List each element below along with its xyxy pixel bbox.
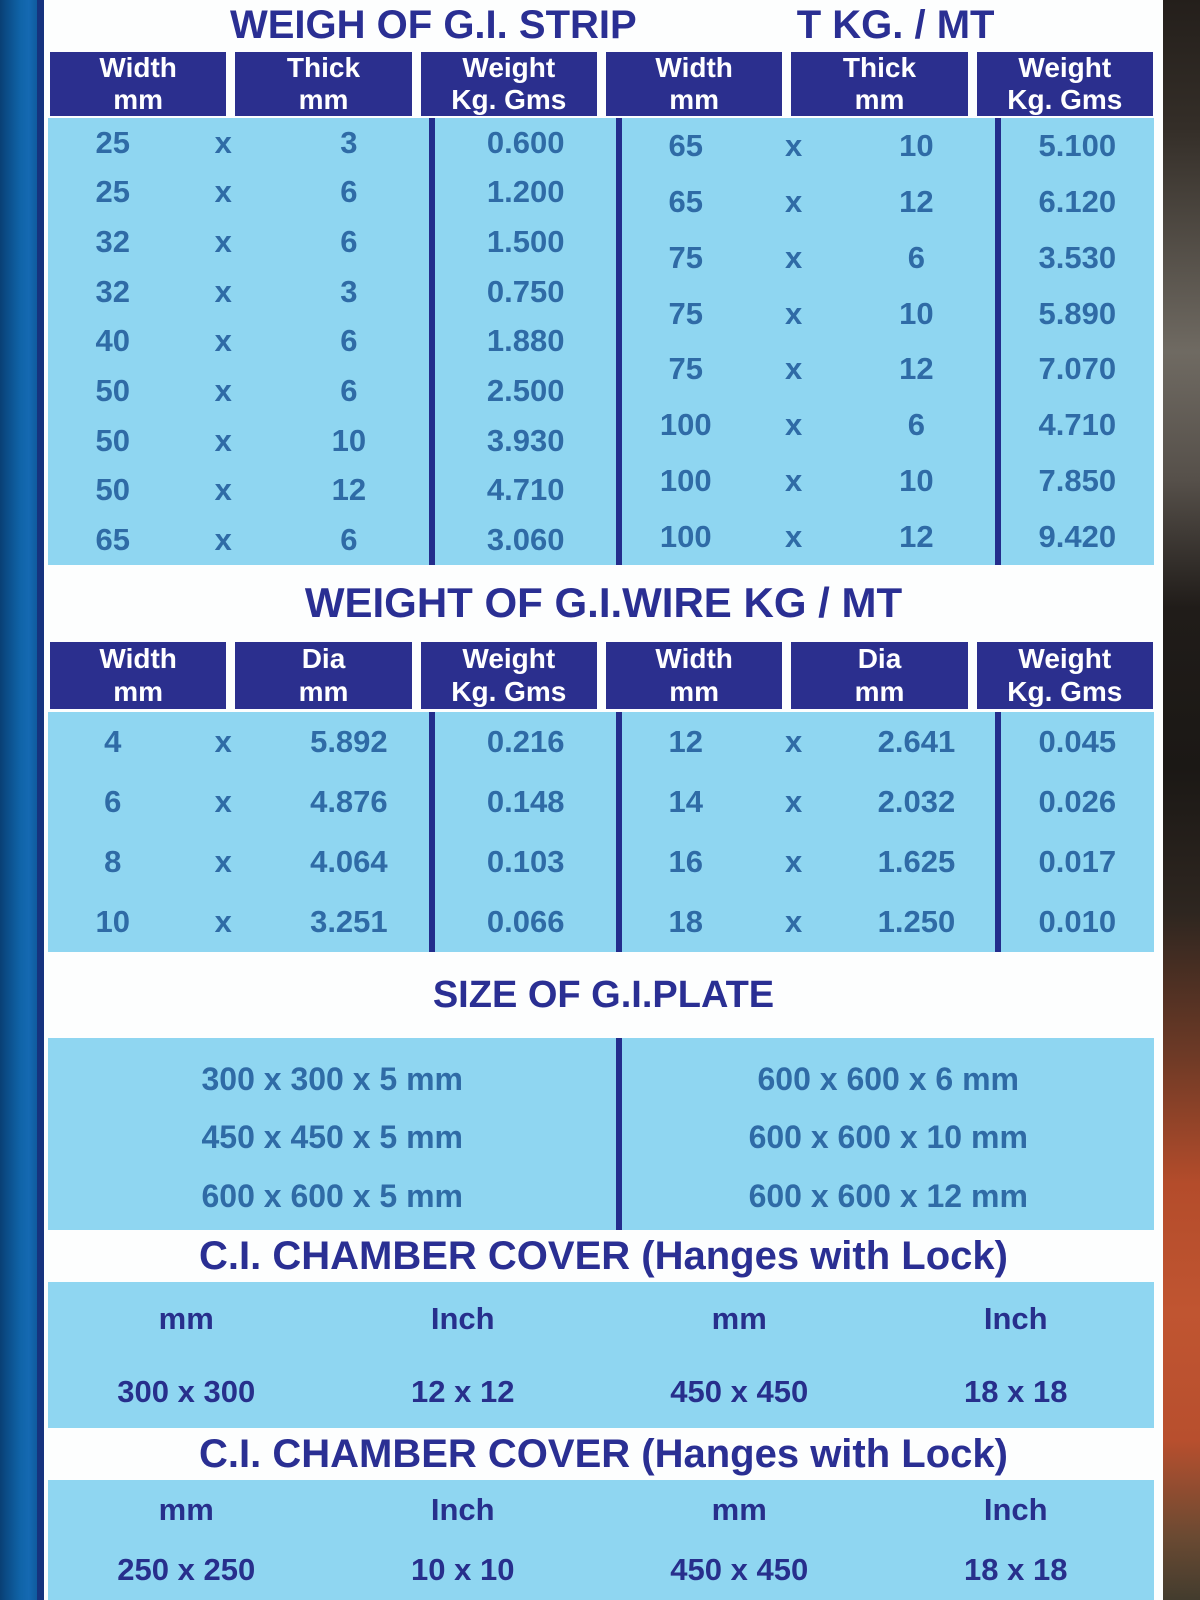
thick-value: 6	[340, 373, 358, 409]
weight-value: 0.045	[1038, 724, 1117, 759]
width-value: 32	[95, 224, 130, 260]
x-separator: x	[214, 472, 232, 508]
wire-header-weight-2: Weight Kg. Gms	[977, 642, 1153, 709]
strip-header-width-1: Width mm	[50, 52, 226, 116]
x-separator: x	[214, 273, 232, 309]
wire-header-width-2: Width mm	[606, 642, 782, 709]
x-separator: x	[214, 174, 232, 210]
dia-value: 1.250	[877, 904, 956, 939]
cover-size-mm: 300 x 300	[117, 1373, 256, 1409]
strip-header-weight-1: Weight Kg. Gms	[421, 52, 597, 116]
weight-value: 2.500	[486, 373, 565, 409]
width-value: 50	[95, 373, 130, 409]
cover2-title-band	[44, 1428, 1163, 1480]
thick-value: 12	[899, 351, 934, 387]
x-separator: x	[214, 373, 232, 409]
plate-section-title: SIZE OF G.I.PLATE	[432, 974, 775, 1016]
strip-row	[622, 453, 994, 509]
thick-value: 10	[899, 127, 934, 163]
wire-left-dims	[48, 712, 429, 952]
width-value: 75	[668, 351, 703, 387]
wire-title-band	[44, 565, 1163, 640]
strip-left-dims	[48, 118, 429, 565]
thick-value: 12	[899, 519, 934, 555]
width-value: 8	[104, 844, 122, 879]
strip-row	[48, 515, 429, 565]
x-separator: x	[784, 295, 803, 331]
x-separator: x	[214, 784, 232, 819]
dia-value: 4.876	[310, 784, 388, 819]
cover-header-mm: mm	[158, 1300, 214, 1336]
cover-header-inch: Inch	[430, 1300, 495, 1336]
cover-size-inch: 12 x 12	[411, 1373, 515, 1409]
wire-header-dia-2: Dia mm	[791, 642, 967, 709]
x-separator: x	[784, 183, 803, 219]
strip-right-weight-column	[995, 118, 1154, 565]
thick-value: 6	[340, 522, 358, 558]
width-value: 25	[95, 124, 130, 160]
cover-size-mm: 450 x 450	[670, 1373, 809, 1409]
weight-value: 1.200	[486, 174, 565, 210]
strip-row	[622, 342, 994, 398]
weight-value: 0.148	[486, 784, 565, 819]
weight-value: 1.500	[486, 224, 565, 260]
strip-row	[622, 230, 994, 286]
plate-left-column	[48, 1038, 616, 1230]
plate-data-area	[44, 1038, 1163, 1230]
cover1-title: C.I. CHAMBER COVER (Hanges with Lock)	[199, 1234, 1008, 1278]
strip-row	[48, 317, 429, 367]
x-separator: x	[784, 844, 803, 879]
strip-header-width-2: Width mm	[606, 52, 782, 116]
dia-value: 1.625	[877, 844, 956, 879]
weight-value: 9.420	[1038, 519, 1117, 555]
x-separator: x	[214, 124, 232, 160]
strip-table-title: WEIGH OF G.I. STRIP	[230, 3, 637, 47]
thick-value: 6	[340, 174, 358, 210]
cover-header-mm: mm	[711, 1300, 767, 1336]
dia-value: 5.892	[310, 724, 388, 759]
cover-size-mm: 450 x 450	[670, 1552, 809, 1587]
plate-size-item: 300 x 300 x 5 mm	[201, 1060, 463, 1097]
weight-value: 7.850	[1038, 463, 1117, 499]
x-separator: x	[214, 844, 232, 879]
cover-size-inch: 18 x 18	[964, 1552, 1068, 1587]
width-value: 25	[95, 174, 130, 210]
strip-header-thick-1: Thick mm	[235, 52, 411, 116]
thick-value: 6	[907, 239, 926, 275]
background-photo-strip	[1163, 0, 1200, 1600]
width-value: 40	[95, 323, 130, 359]
x-separator: x	[214, 422, 232, 458]
width-value: 4	[104, 724, 122, 759]
weight-value: 0.066	[486, 904, 565, 939]
strip-row	[48, 416, 429, 466]
strip-row	[48, 118, 429, 168]
thick-value: 10	[331, 422, 367, 458]
width-value: 14	[668, 784, 703, 819]
cover-size-inch: 18 x 18	[964, 1373, 1068, 1409]
plate-size-item: 600 x 600 x 6 mm	[757, 1060, 1019, 1097]
wire-left-half	[48, 712, 616, 952]
weight-value: 5.890	[1038, 295, 1117, 331]
plate-title-band	[44, 952, 1163, 1038]
thick-value: 6	[907, 407, 926, 443]
width-value: 50	[95, 472, 130, 508]
strip-right-half	[616, 118, 1154, 565]
weight-value: 0.600	[486, 124, 565, 160]
cover-header-mm: mm	[158, 1492, 214, 1527]
weight-value: 1.880	[486, 323, 565, 359]
x-separator: x	[214, 224, 232, 260]
strip-row	[622, 397, 994, 453]
wire-row	[622, 892, 994, 952]
wire-left-weight-column	[429, 712, 617, 952]
x-separator: x	[214, 724, 232, 759]
width-value: 65	[95, 522, 130, 558]
cover1-grid	[48, 1282, 1154, 1428]
weight-value: 3.930	[486, 422, 565, 458]
x-separator: x	[784, 239, 803, 275]
width-value: 100	[659, 407, 712, 443]
width-value: 50	[95, 422, 130, 458]
strip-row	[48, 217, 429, 267]
wire-right-half	[616, 712, 1154, 952]
width-value: 6	[104, 784, 122, 819]
weight-value: 0.103	[486, 844, 565, 879]
cover2-title: C.I. CHAMBER COVER (Hanges with Lock)	[199, 1432, 1008, 1476]
wire-table-title: WEIGHT OF G.I.WIRE KG / MT	[304, 578, 903, 626]
plate-size-item: 600 x 600 x 10 mm	[748, 1119, 1028, 1156]
width-value: 10	[95, 904, 130, 939]
strip-table-unit: T KG. / MT	[796, 3, 995, 47]
left-border-stripe	[0, 0, 44, 1600]
cover2-grid	[48, 1480, 1154, 1600]
width-value: 65	[668, 127, 703, 163]
width-value: 100	[659, 519, 712, 555]
wire-header-width-1: Width mm	[50, 642, 226, 709]
thick-value: 3	[340, 124, 358, 160]
wire-right-dims	[622, 712, 994, 952]
weight-value: 4.710	[486, 472, 565, 508]
cover1-title-band	[44, 1230, 1163, 1282]
thick-value: 12	[899, 183, 934, 219]
strip-row	[622, 174, 994, 230]
wire-row	[622, 712, 994, 772]
x-separator: x	[214, 323, 232, 359]
width-value: 18	[668, 904, 703, 939]
dia-value: 4.064	[310, 844, 388, 879]
plate-size-item: 600 x 600 x 5 mm	[201, 1178, 463, 1215]
x-separator: x	[784, 519, 803, 555]
weight-value: 5.100	[1038, 127, 1117, 163]
weight-value: 0.216	[486, 724, 565, 759]
width-value: 75	[668, 239, 703, 275]
x-separator: x	[784, 724, 803, 759]
strip-left-weight-column	[429, 118, 617, 565]
x-separator: x	[784, 351, 803, 387]
weight-value: 3.060	[486, 522, 565, 558]
thick-value: 6	[340, 224, 358, 260]
cover-size-mm: 250 x 250	[117, 1552, 256, 1587]
strip-row	[48, 466, 429, 516]
wire-row	[48, 892, 429, 952]
x-separator: x	[784, 784, 803, 819]
wire-header-weight-1: Weight Kg. Gms	[421, 642, 597, 709]
x-separator: x	[784, 904, 803, 939]
thick-value: 10	[899, 295, 934, 331]
wire-right-weight-column	[995, 712, 1154, 952]
plate-size-item: 600 x 600 x 12 mm	[748, 1178, 1028, 1215]
weight-value: 3.530	[1038, 239, 1117, 275]
cover1-data-area	[44, 1282, 1163, 1428]
thick-value: 6	[340, 323, 358, 359]
cover-header-inch: Inch	[983, 1492, 1048, 1527]
wire-row	[622, 772, 994, 832]
cover2-data-area	[44, 1480, 1163, 1600]
strip-header-row	[44, 50, 1163, 118]
x-separator: x	[214, 904, 232, 939]
strip-data-area	[44, 118, 1163, 565]
plate-right-column	[616, 1038, 1154, 1230]
strip-row	[48, 168, 429, 218]
width-value: 12	[668, 724, 703, 759]
strip-row	[48, 267, 429, 317]
weight-value: 7.070	[1038, 351, 1117, 387]
wire-row	[48, 832, 429, 892]
weight-value: 0.010	[1038, 904, 1117, 939]
wire-row	[622, 832, 994, 892]
weight-value: 0.026	[1038, 784, 1117, 819]
strip-row	[622, 509, 994, 565]
width-value: 65	[668, 183, 703, 219]
wire-data-area	[44, 712, 1163, 952]
x-separator: x	[214, 522, 232, 558]
width-value: 75	[668, 295, 703, 331]
wire-header-dia-1: Dia mm	[235, 642, 411, 709]
wire-header-row	[44, 640, 1163, 712]
strip-header-thick-2: Thick mm	[791, 52, 967, 116]
x-separator: x	[784, 463, 803, 499]
strip-title-band	[44, 0, 1163, 50]
x-separator: x	[784, 127, 803, 163]
thick-value: 12	[331, 472, 367, 508]
thick-value: 3	[340, 273, 358, 309]
width-value: 16	[668, 844, 703, 879]
x-separator: x	[784, 407, 803, 443]
weight-value: 0.017	[1038, 844, 1117, 879]
wire-row	[48, 712, 429, 772]
weight-value: 0.750	[486, 273, 565, 309]
dia-value: 3.251	[310, 904, 388, 939]
catalog-page	[44, 0, 1163, 1600]
width-value: 100	[659, 463, 712, 499]
plate-size-item: 450 x 450 x 5 mm	[201, 1119, 463, 1156]
cover-header-inch: Inch	[983, 1300, 1048, 1336]
strip-row	[48, 366, 429, 416]
cover-size-inch: 10 x 10	[411, 1552, 515, 1587]
dia-value: 2.641	[877, 724, 956, 759]
dia-value: 2.032	[877, 784, 956, 819]
strip-right-dims	[622, 118, 994, 565]
weight-value: 4.710	[1038, 407, 1117, 443]
strip-left-half	[48, 118, 616, 565]
cover-header-inch: Inch	[430, 1492, 495, 1527]
width-value: 32	[95, 273, 130, 309]
wire-row	[48, 772, 429, 832]
cover-header-mm: mm	[711, 1492, 767, 1527]
thick-value: 10	[899, 463, 934, 499]
strip-row	[622, 118, 994, 174]
strip-row	[622, 286, 994, 342]
strip-header-weight-2: Weight Kg. Gms	[977, 52, 1153, 116]
weight-value: 6.120	[1038, 183, 1117, 219]
